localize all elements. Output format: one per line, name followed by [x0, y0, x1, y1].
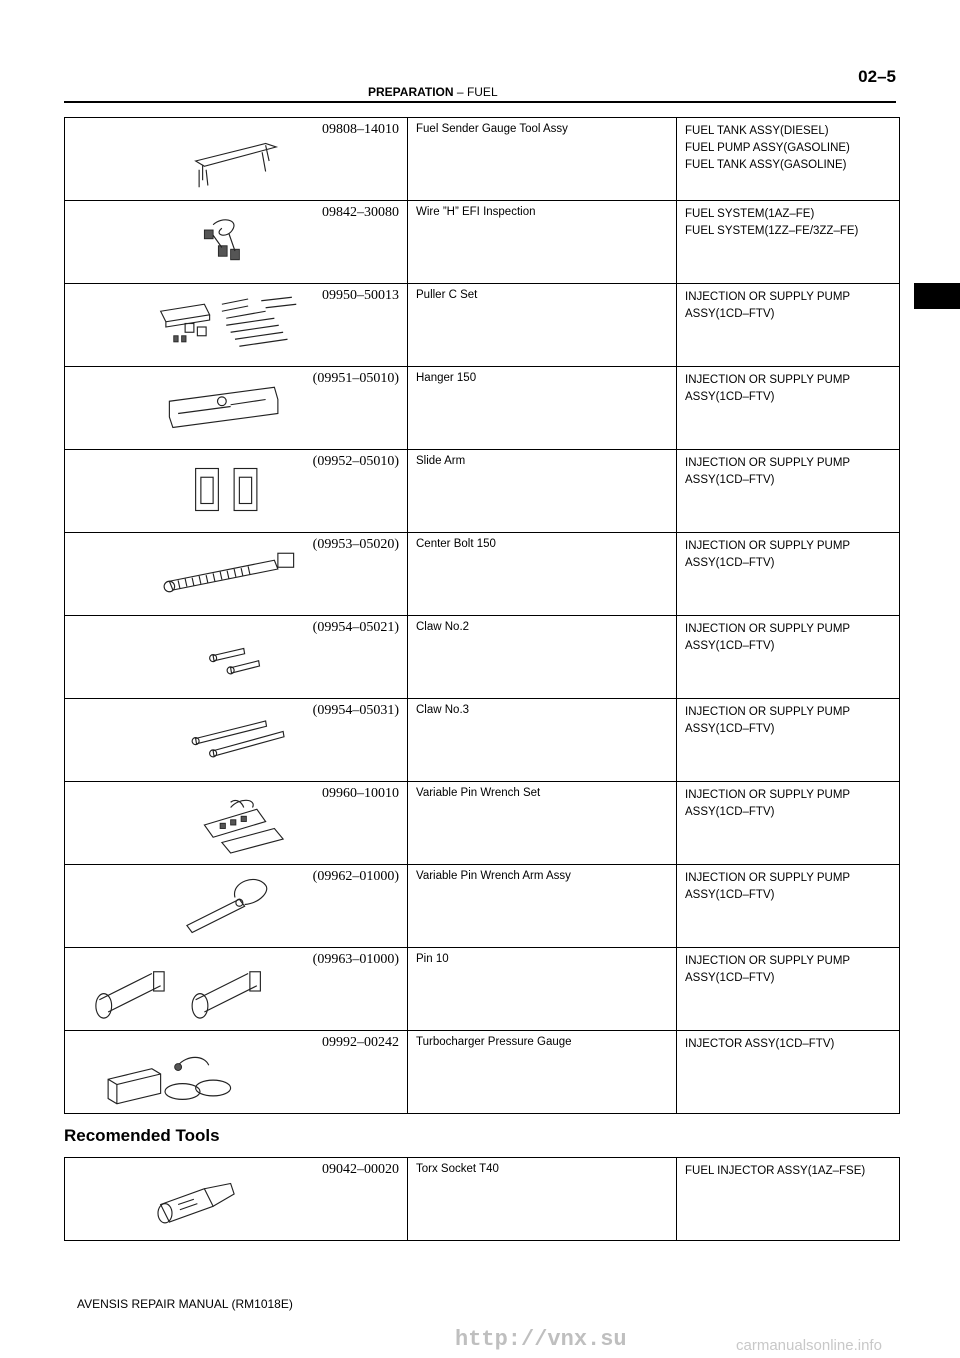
tool-name-cell: [408, 699, 677, 782]
table-row: [65, 533, 900, 616]
tool-name: Claw No.3: [416, 704, 470, 716]
usage-line: FUEL INJECTOR ASSY(1AZ–FSE): [685, 1165, 866, 1177]
tool-name: Variable Pin Wrench Set: [416, 787, 541, 799]
tool-name: Puller C Set: [416, 289, 478, 301]
tool-usage-cell: [677, 616, 900, 699]
usage-line: FUEL SYSTEM(1AZ–FE): [685, 208, 815, 220]
usage-line: ASSY(1CD–FTV): [685, 391, 775, 403]
section-title: [368, 85, 498, 99]
usage-line: ASSY(1CD–FTV): [685, 723, 775, 735]
section-dash: –: [456, 85, 464, 99]
usage-line: ASSY(1CD–FTV): [685, 806, 775, 818]
tool-name: Torx Socket T40: [416, 1163, 499, 1175]
tool-illustration-cell: [65, 367, 408, 450]
usage-line: ASSY(1CD–FTV): [685, 308, 775, 320]
tool-usage-cell: [677, 201, 900, 284]
tool-name-cell: [408, 782, 677, 865]
tool-name: Hanger 150: [416, 372, 477, 384]
tool-illustration-cell: [65, 284, 408, 367]
hanger-illustration: [85, 375, 315, 445]
sender-gauge-tool-illustration: [85, 126, 315, 196]
table-row: [65, 201, 900, 284]
usage-line: INJECTION OR SUPPLY PUMP: [685, 291, 851, 303]
usage-line: INJECTION OR SUPPLY PUMP: [685, 540, 851, 552]
part-number: (09953–05020): [312, 537, 399, 552]
claw-short-illustration: [85, 624, 315, 694]
usage-line: INJECTION OR SUPPLY PUMP: [685, 374, 851, 386]
usage-line: INJECTION OR SUPPLY PUMP: [685, 955, 851, 967]
tool-usage-cell: [677, 118, 900, 201]
tool-name-cell: [408, 948, 677, 1031]
usage-line: FUEL SYSTEM(1ZZ–FE/3ZZ–FE): [685, 225, 859, 237]
part-number: 09950–50013: [322, 288, 399, 303]
tool-name-cell: [408, 616, 677, 699]
tool-name: Claw No.2: [416, 621, 470, 633]
part-number: 09042–00020: [322, 1162, 399, 1177]
part-number: (09954–05021): [312, 620, 399, 635]
claw-long-illustration: [85, 707, 315, 777]
table-row: [65, 367, 900, 450]
usage-line: FUEL PUMP ASSY(GASOLINE): [685, 142, 850, 154]
tool-usage-cell: [677, 1158, 900, 1241]
tool-name-cell: [408, 1158, 677, 1241]
table-row: [65, 1031, 900, 1114]
usage-line: INJECTION OR SUPPLY PUMP: [685, 457, 851, 469]
table-row: [65, 782, 900, 865]
part-number: (09951–05010): [312, 371, 399, 386]
tool-name: Variable Pin Wrench Arm Assy: [416, 870, 571, 882]
tool-name: Fuel Sender Gauge Tool Assy: [416, 123, 568, 135]
tool-name-cell: [408, 533, 677, 616]
tool-illustration-cell: [65, 699, 408, 782]
usage-line: INJECTION OR SUPPLY PUMP: [685, 706, 851, 718]
usage-line: ASSY(1CD–FTV): [685, 640, 775, 652]
usage-line: FUEL TANK ASSY(GASOLINE): [685, 159, 847, 171]
section-name: PREPARATION: [368, 85, 454, 99]
part-number: (09963–01000): [312, 952, 399, 967]
tool-illustration-cell: [65, 616, 408, 699]
torx-socket-illustration: [85, 1166, 315, 1236]
part-number: 09808–14010: [322, 122, 399, 137]
tool-name: Center Bolt 150: [416, 538, 496, 550]
tool-illustration-cell: [65, 450, 408, 533]
tool-usage-cell: [677, 1031, 900, 1114]
part-number: (09954–05031): [312, 703, 399, 718]
puller-set-illustration: [85, 292, 315, 362]
part-number: (09952–05010): [312, 454, 399, 469]
tool-usage-cell: [677, 948, 900, 1031]
tool-name-cell: [408, 450, 677, 533]
tool-name: Wire ”H” EFI Inspection: [416, 206, 536, 218]
part-number: 09992–00242: [322, 1035, 399, 1050]
subsection-name: FUEL: [466, 85, 498, 99]
manual-footer: AVENSIS REPAIR MANUAL (RM1018E): [77, 1297, 293, 1311]
tool-usage-cell: [677, 450, 900, 533]
tool-name: Pin 10: [416, 953, 449, 965]
tool-illustration-cell: [65, 1031, 408, 1114]
tool-usage-cell: [677, 699, 900, 782]
tool-illustration-cell: [65, 865, 408, 948]
table-row: [65, 699, 900, 782]
tool-usage-cell: [677, 533, 900, 616]
tool-usage-cell: [677, 367, 900, 450]
table-row: [65, 450, 900, 533]
tool-name-cell: [408, 1031, 677, 1114]
usage-line: ASSY(1CD–FTV): [685, 474, 775, 486]
table-row: [65, 616, 900, 699]
tool-usage-cell: [677, 782, 900, 865]
tool-illustration-cell: [65, 533, 408, 616]
tool-name-cell: [408, 201, 677, 284]
tool-illustration-cell: [65, 948, 408, 1031]
tool-illustration-cell: [65, 782, 408, 865]
tool-name-cell: [408, 367, 677, 450]
tool-name-cell: [408, 865, 677, 948]
table-row: [65, 948, 900, 1031]
pin-wrench-set-illustration: [85, 790, 315, 860]
usage-line: ASSY(1CD–FTV): [685, 557, 775, 569]
usage-line: INJECTOR ASSY(1CD–FTV): [685, 1038, 835, 1050]
site-watermark: carmanualsonline.info: [736, 1337, 882, 1354]
usage-line: ASSY(1CD–FTV): [685, 972, 775, 984]
recommended-tools-title: Recomended Tools: [64, 1126, 220, 1145]
usage-line: INJECTION OR SUPPLY PUMP: [685, 789, 851, 801]
tool-illustration-cell: [65, 118, 408, 201]
usage-line: ASSY(1CD–FTV): [685, 889, 775, 901]
section-tab-marker: [914, 283, 960, 309]
tool-name-cell: [408, 284, 677, 367]
page-number: 02–5: [858, 67, 896, 86]
table-row: [65, 284, 900, 367]
usage-line: FUEL TANK ASSY(DIESEL): [685, 125, 829, 137]
tool-illustration-cell: [65, 201, 408, 284]
sst-table: [64, 117, 900, 1114]
tool-name: Turbocharger Pressure Gauge: [416, 1036, 572, 1048]
usage-line: INJECTION OR SUPPLY PUMP: [685, 872, 851, 884]
pin-wrench-arm-illustration: [85, 873, 315, 943]
part-number: 09842–30080: [322, 205, 399, 220]
table-row: [65, 118, 900, 201]
recommended-tools-table: [64, 1157, 900, 1241]
slide-arm-illustration: [85, 458, 315, 528]
wire-harness-illustration: [85, 209, 315, 279]
tool-name: Slide Arm: [416, 455, 466, 467]
part-number: 09960–10010: [322, 786, 399, 801]
tool-usage-cell: [677, 284, 900, 367]
tool-usage-cell: [677, 865, 900, 948]
center-bolt-illustration: [85, 541, 315, 611]
usage-line: INJECTION OR SUPPLY PUMP: [685, 623, 851, 635]
table-row: [65, 1158, 900, 1241]
tool-illustration-cell: [65, 1158, 408, 1241]
table-row: [65, 865, 900, 948]
tool-name-cell: [408, 118, 677, 201]
pressure-gauge-illustration: [85, 1039, 315, 1109]
part-number: (09962–01000): [312, 869, 399, 884]
pin-illustration: [85, 956, 315, 1026]
page-header: [64, 67, 896, 103]
url-watermark: http://vnx.su: [455, 1327, 627, 1352]
